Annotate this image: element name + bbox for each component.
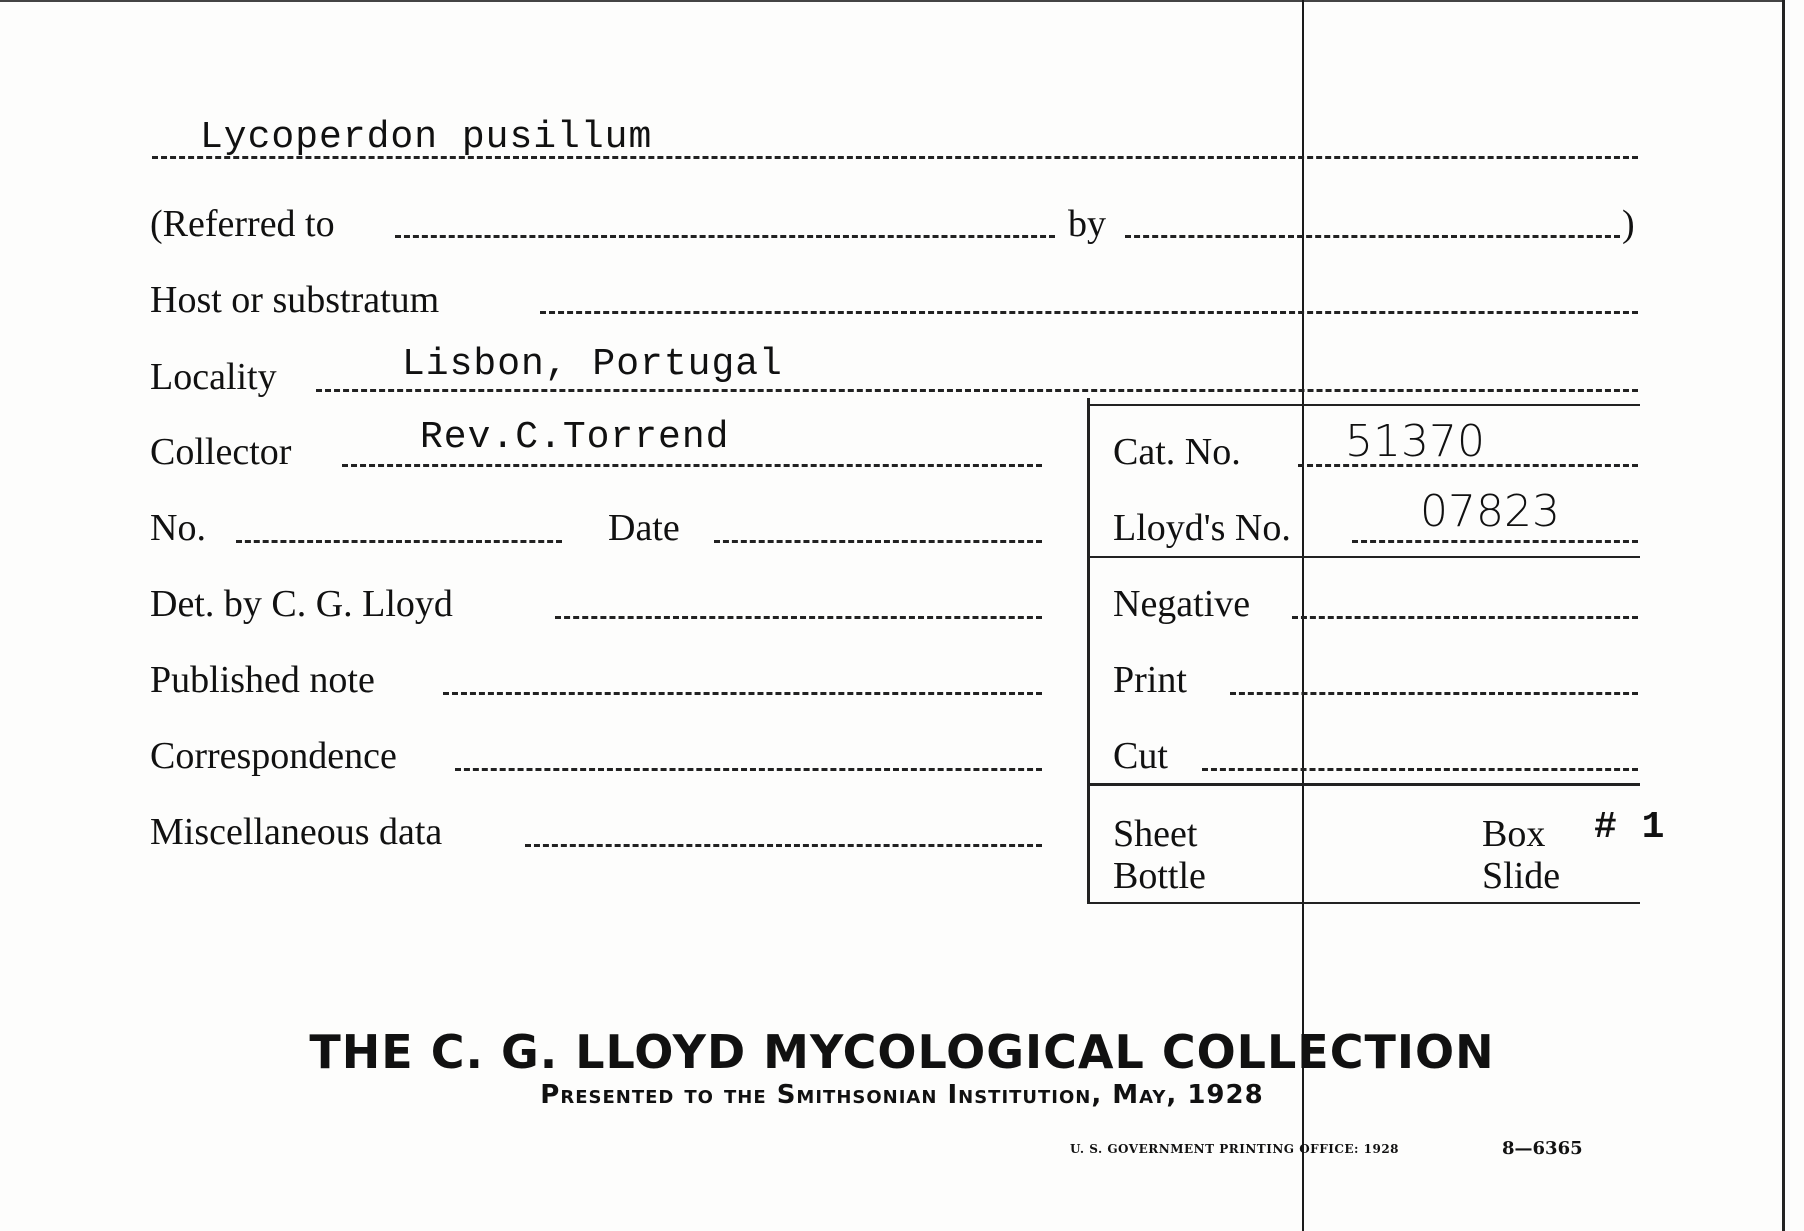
close-paren: ) bbox=[1622, 203, 1635, 245]
card-top-edge bbox=[0, 0, 1784, 2]
cut-label: Cut bbox=[1113, 735, 1168, 777]
cat-no-value: 51370 bbox=[1345, 416, 1485, 467]
collector-line bbox=[342, 464, 1042, 467]
box-label: Box bbox=[1482, 813, 1546, 855]
cut-line bbox=[1202, 768, 1638, 771]
host-label: Host or substratum bbox=[150, 279, 440, 321]
box-divider-2 bbox=[1090, 783, 1640, 786]
by-line bbox=[1125, 235, 1620, 238]
box-number-value: # 1 bbox=[1594, 806, 1666, 849]
species-line bbox=[152, 156, 1638, 159]
cat-no-line bbox=[1298, 464, 1638, 467]
form-number: 8—6365 bbox=[1502, 1138, 1583, 1159]
referred-to-label: (Referred to bbox=[150, 203, 335, 245]
slide-label: Slide bbox=[1482, 855, 1561, 897]
negative-line bbox=[1292, 616, 1638, 619]
collection-title: THE C. G. LLOYD MYCOLOGICAL COLLECTION bbox=[309, 1025, 1495, 1079]
sheet-label: Sheet bbox=[1113, 813, 1198, 855]
det-by-line bbox=[555, 616, 1042, 619]
published-note-line bbox=[443, 692, 1042, 695]
lloyds-no-line bbox=[1352, 540, 1638, 543]
locality-value: Lisbon, Portugal bbox=[402, 343, 783, 386]
correspondence-line bbox=[455, 768, 1042, 771]
print-label: Print bbox=[1113, 659, 1187, 701]
det-by-label: Det. by C. G. Lloyd bbox=[150, 583, 453, 625]
box-divider-1 bbox=[1090, 556, 1640, 558]
box-bottom-border bbox=[1090, 902, 1640, 904]
locality-label: Locality bbox=[150, 356, 277, 398]
collector-label: Collector bbox=[150, 431, 292, 473]
collection-subtitle: Presented to the Smithsonian Institution, May, 1928 bbox=[540, 1080, 1264, 1110]
species-name: Lycoperdon pusillum bbox=[200, 116, 653, 159]
cat-no-label: Cat. No. bbox=[1113, 431, 1241, 473]
no-line bbox=[236, 540, 562, 543]
lloyds-no-value: 07823 bbox=[1420, 486, 1560, 537]
misc-label: Miscellaneous data bbox=[150, 811, 443, 853]
box-left-border bbox=[1087, 398, 1090, 904]
date-label: Date bbox=[608, 507, 680, 549]
printing-office-imprint: U. S. GOVERNMENT PRINTING OFFICE: 1928 bbox=[1070, 1142, 1400, 1156]
negative-label: Negative bbox=[1113, 583, 1251, 625]
misc-line bbox=[525, 844, 1042, 847]
lloyds-no-label: Lloyd's No. bbox=[1113, 507, 1291, 549]
host-line bbox=[540, 311, 1638, 314]
collector-value: Rev.C.Torrend bbox=[420, 416, 730, 459]
print-line bbox=[1230, 692, 1638, 695]
no-label: No. bbox=[150, 507, 206, 549]
published-note-label: Published note bbox=[150, 659, 375, 701]
referred-to-line bbox=[395, 235, 1055, 238]
box-top-border bbox=[1090, 404, 1640, 406]
correspondence-label: Correspondence bbox=[150, 735, 397, 777]
by-label: by bbox=[1068, 203, 1106, 245]
bottle-label: Bottle bbox=[1113, 855, 1206, 897]
locality-line bbox=[316, 389, 1638, 392]
date-line bbox=[714, 540, 1042, 543]
